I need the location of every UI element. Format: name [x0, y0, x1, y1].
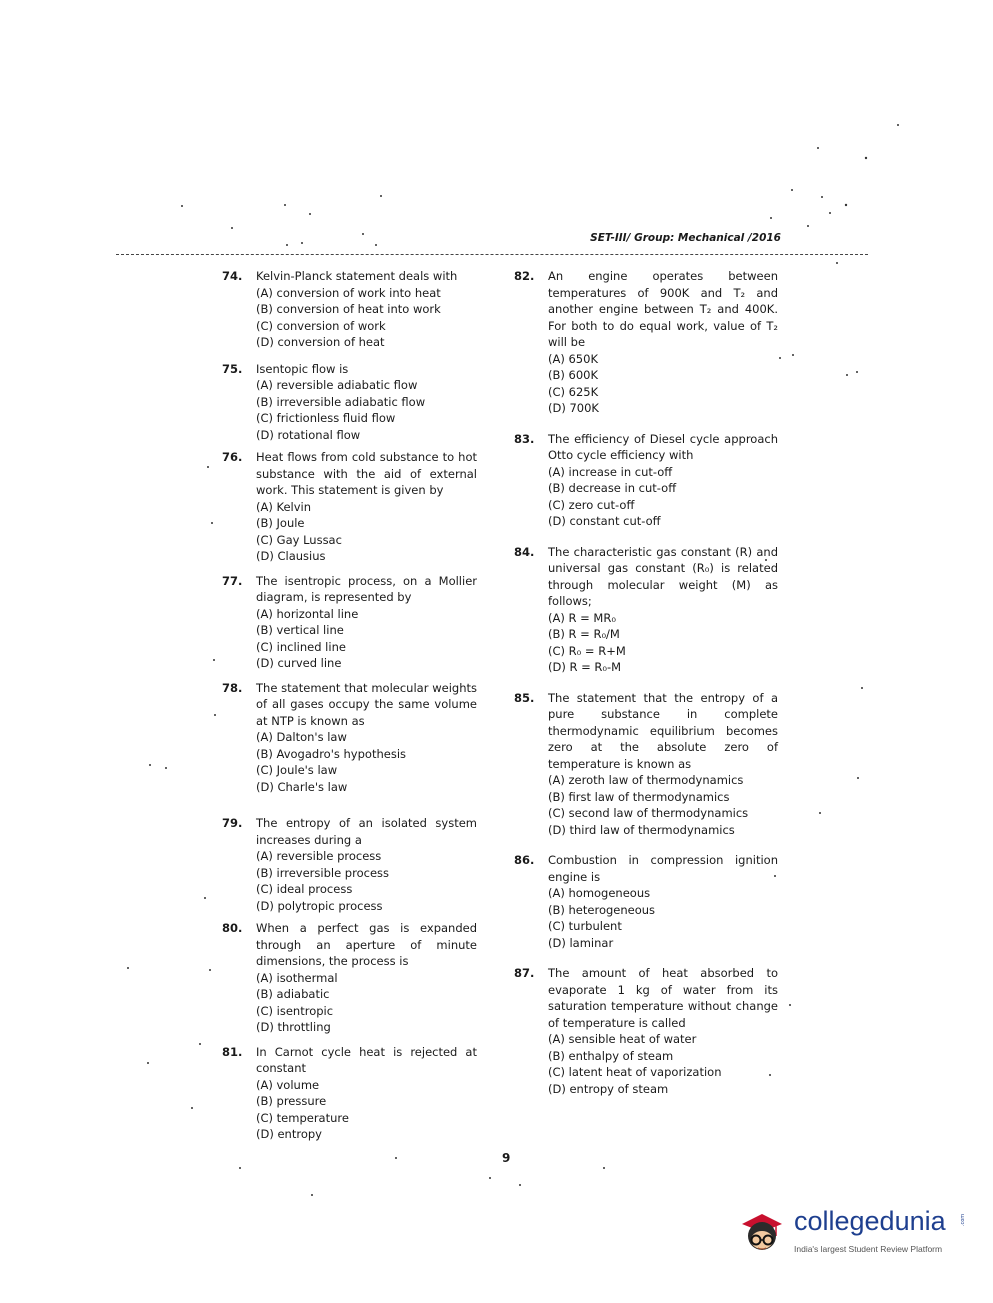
- question-text: The isentropic process, on a Mollier diagram, is represented by: [256, 573, 477, 604]
- question-number: 78.: [222, 680, 243, 695]
- question-number: 81.: [222, 1044, 243, 1059]
- question-text: In Carnot cycle heat is rejected at constant: [256, 1044, 477, 1075]
- answer-option: (B) first law of thermodynamics: [548, 789, 730, 804]
- question-number: 80.: [222, 921, 243, 935]
- answer-option: (C) conversion of work: [256, 318, 386, 333]
- page-number: 9: [502, 1151, 511, 1165]
- answer-option: (C) second law of thermodynamics: [548, 806, 749, 820]
- answer-option: (B) pressure: [256, 1094, 327, 1108]
- question-text: The characteristic gas constant (R) and universal gas constant (R₀) is related through molecular weight (M) as follows;: [548, 544, 778, 608]
- answer-option: (C) ideal process: [256, 882, 353, 896]
- answer-option: (A) sensible heat of water: [548, 1032, 697, 1046]
- answer-option: (D) rotational flow: [256, 427, 361, 442]
- answer-option: (C) frictionless fluid flow: [256, 411, 396, 425]
- answer-option: (C) R₀ = R+M: [548, 643, 626, 658]
- question-text: Isentopic flow is: [256, 361, 349, 376]
- question-block: [222, 268, 477, 351]
- question-block: [514, 690, 778, 839]
- answer-option: (B) enthalpy of steam: [548, 1048, 674, 1063]
- left-question-column: [222, 268, 477, 1151]
- answer-option: (C) inclined line: [256, 639, 346, 654]
- answer-option: (D) entropy of steam: [548, 1081, 669, 1096]
- question-number: 85.: [514, 690, 535, 705]
- question-block: [222, 361, 477, 444]
- question-number: 82.: [514, 269, 535, 283]
- answer-option: (B) 600K: [548, 368, 599, 382]
- page-header: [0, 228, 993, 256]
- answer-option: (B) R = R₀/M: [548, 627, 620, 641]
- answer-option: (A) 650K: [548, 351, 598, 366]
- answer-option: (A) zeroth law of thermodynamics: [548, 773, 744, 787]
- question-block: [222, 815, 477, 914]
- question-block: [222, 449, 477, 565]
- question-number: 75.: [222, 361, 243, 376]
- collegedunia-logo: [736, 1196, 966, 1264]
- question-number: 87.: [514, 966, 535, 980]
- answer-option: (A) isothermal: [256, 970, 338, 985]
- answer-option: (C) zero cut-off: [548, 497, 635, 512]
- question-block: [514, 852, 778, 951]
- question-block: [514, 431, 778, 530]
- question-text: Combustion in compression ignition engine is: [548, 853, 778, 884]
- question-text: The amount of heat absorbed to evaporate 1 kg of water from its saturation temperature without change of temperature is called: [548, 966, 778, 1030]
- answer-option: (D) Charle's law: [256, 779, 348, 794]
- logo-wordmark: collegedunia: [794, 1206, 946, 1236]
- question-number: 79.: [222, 816, 243, 830]
- answer-option: (B) Joule: [256, 516, 305, 530]
- answer-option: (D) Clausius: [256, 549, 326, 563]
- student-mascot-icon: [736, 1204, 788, 1256]
- answer-option: (B) adiabatic: [256, 987, 330, 1001]
- question-number: 84.: [514, 544, 535, 559]
- question-text: Kelvin-Planck statement deals with: [256, 269, 458, 283]
- question-block: [222, 920, 477, 1036]
- question-block: [222, 680, 477, 796]
- question-text: The entropy of an isolated system increases during a: [256, 816, 477, 847]
- answer-option: (C) Gay Lussac: [256, 532, 342, 547]
- right-question-column: [514, 268, 778, 1105]
- question-text: An engine operates between temperatures of 900K and T₂ and another engine between T₂ and 400K. For both to do equal work, value of T₂ will be: [548, 269, 778, 349]
- answer-option: (B) irreversible process: [256, 865, 390, 880]
- answer-option: (B) decrease in cut-off: [548, 481, 677, 495]
- question-text: The efficiency of Diesel cycle approach Otto cycle efficiency with: [548, 431, 778, 462]
- answer-option: (D) R = R₀-M: [548, 660, 622, 674]
- answer-option: (A) volume: [256, 1077, 320, 1092]
- answer-option: (D) curved line: [256, 656, 342, 670]
- answer-option: (C) isentropic: [256, 1003, 334, 1018]
- answer-option: (D) throttling: [256, 1020, 331, 1034]
- question-number: 83.: [514, 431, 535, 446]
- answer-option: (A) reversible process: [256, 849, 382, 863]
- answer-option: (A) increase in cut-off: [548, 464, 673, 479]
- answer-option: (D) conversion of heat: [256, 335, 385, 349]
- header-divider: [116, 254, 868, 255]
- answer-option: (A) Dalton's law: [256, 730, 347, 744]
- question-block: [514, 544, 778, 676]
- answer-option: (C) temperature: [256, 1110, 349, 1125]
- question-text: Heat flows from cold substance to hot substance with the aid of external work. This statement is given by: [256, 450, 477, 497]
- answer-option: (A) R = MR₀: [548, 610, 616, 625]
- answer-option: (A) homogeneous: [548, 886, 651, 900]
- question-text: The statement that molecular weights of all gases occupy the same volume at NTP is known as: [256, 680, 477, 728]
- answer-option: (A) reversible adiabatic flow: [256, 378, 418, 392]
- question-block: [514, 268, 778, 417]
- answer-option: (B) conversion of heat into work: [256, 302, 441, 316]
- answer-option: (C) latent heat of vaporization: [548, 1065, 722, 1079]
- logo-tagline: India's largest Student Review Platform: [794, 1244, 943, 1254]
- answer-option: (C) turbulent: [548, 919, 622, 933]
- answer-option: (A) conversion of work into heat: [256, 285, 441, 300]
- answer-option: (B) Avogadro's hypothesis: [256, 746, 406, 761]
- answer-option: (C) 625K: [548, 384, 599, 399]
- question-text: The statement that the entropy of a pure substance in complete thermodynamic equilibrium becomes zero at the absolute zero of temperature is known as: [548, 690, 778, 771]
- question-number: 77.: [222, 573, 243, 588]
- logo-domain-suffix: .com: [960, 1213, 967, 1227]
- answer-option: (D) polytropic process: [256, 898, 383, 913]
- answer-option: (B) irreversible adiabatic flow: [256, 394, 426, 409]
- exam-set-label: SET-III/ Group: Mechanical /2016: [590, 232, 781, 244]
- answer-option: (D) entropy: [256, 1127, 322, 1141]
- answer-option: (B) heterogeneous: [548, 902, 656, 917]
- answer-option: (D) constant cut-off: [548, 514, 661, 528]
- question-block: [222, 573, 477, 672]
- question-number: 76.: [222, 450, 243, 464]
- answer-option: (A) Kelvin: [256, 499, 312, 514]
- answer-option: (D) laminar: [548, 935, 614, 950]
- answer-option: (C) Joule's law: [256, 763, 338, 777]
- question-block: [514, 965, 778, 1097]
- question-number: 86.: [514, 853, 535, 867]
- answer-option: (D) 700K: [548, 401, 599, 415]
- answer-option: (A) horizontal line: [256, 606, 359, 621]
- answer-option: (B) vertical line: [256, 623, 344, 637]
- answer-option: (D) third law of thermodynamics: [548, 822, 735, 837]
- question-block: [222, 1044, 477, 1143]
- question-text: When a perfect gas is expanded through an aperture of minute dimensions, the process is: [256, 921, 477, 968]
- question-number: 74.: [222, 269, 243, 283]
